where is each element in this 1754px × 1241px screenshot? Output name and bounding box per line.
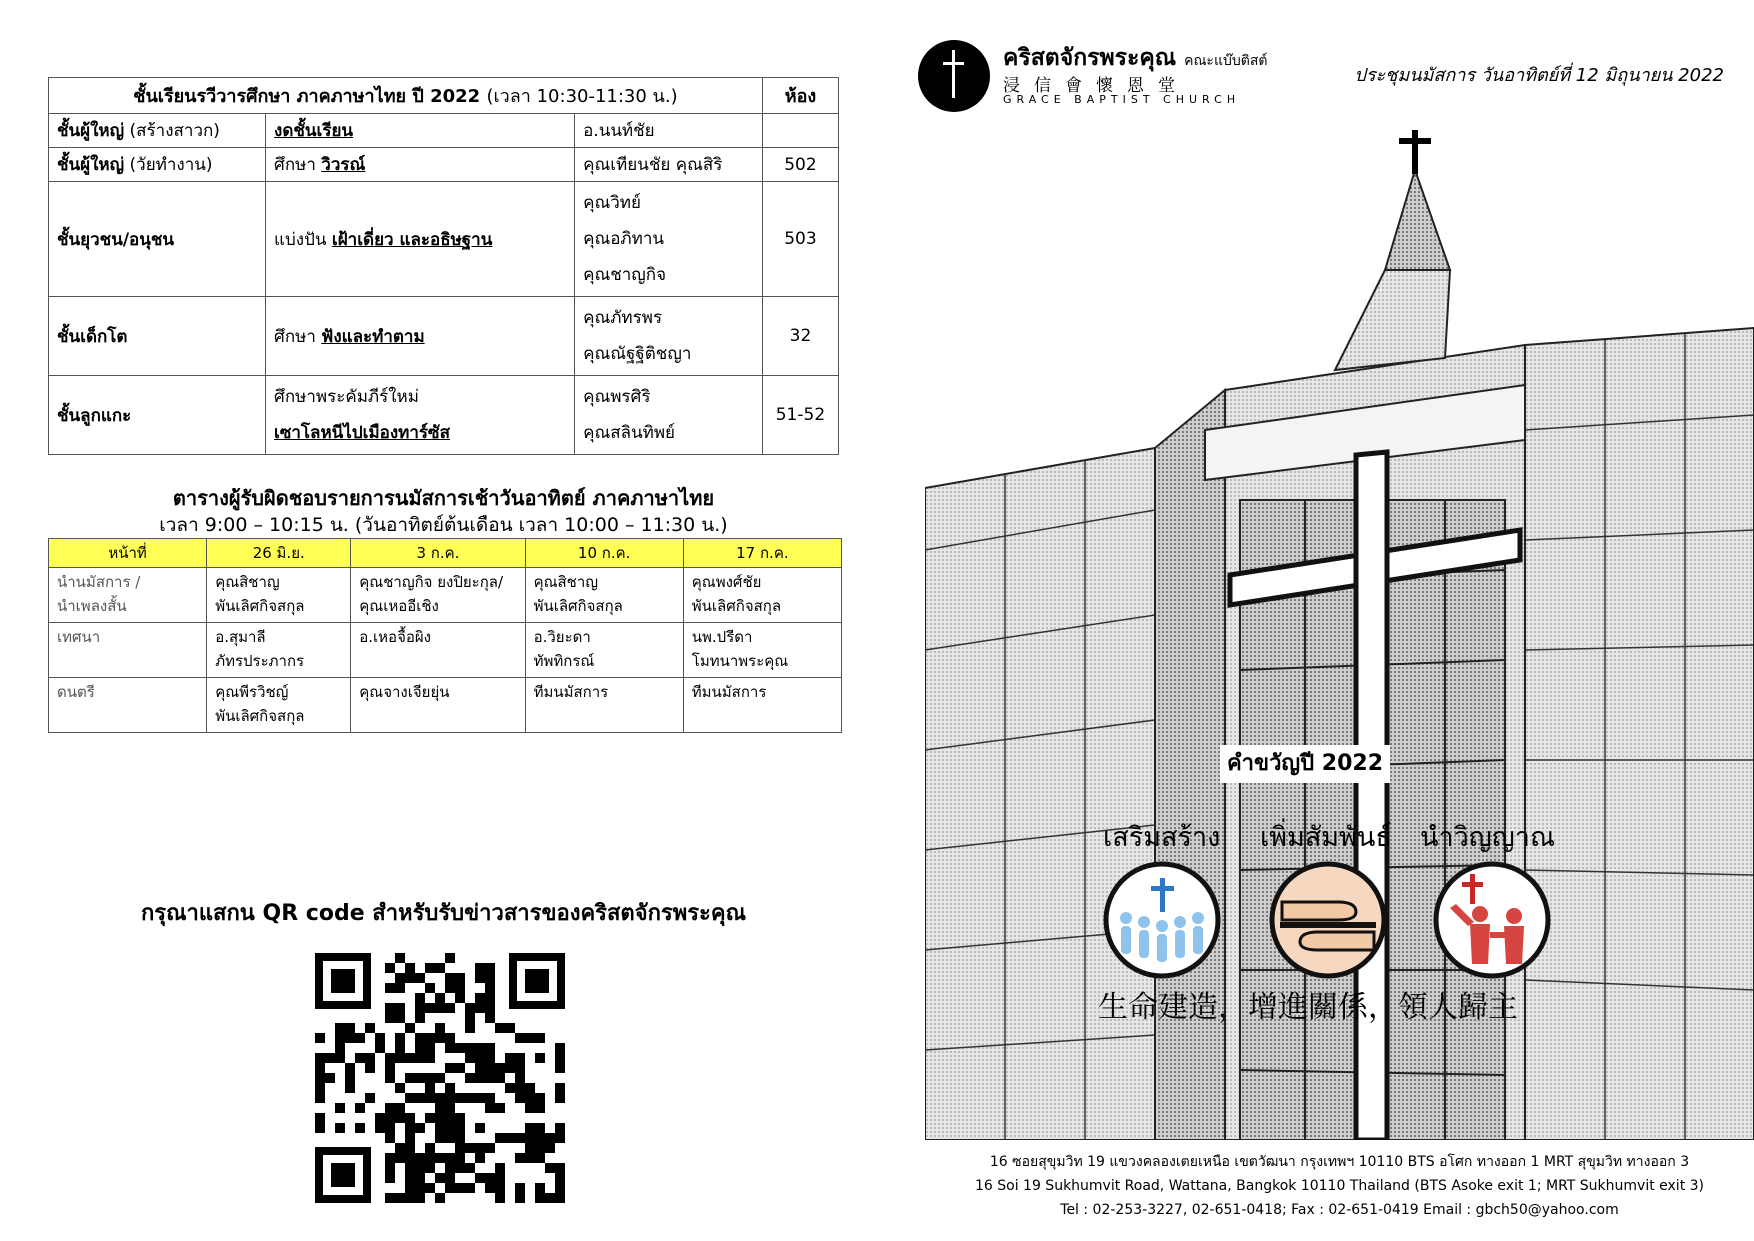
class-name-cell xyxy=(49,148,266,182)
teacher-cell xyxy=(575,182,763,297)
duty-name: นพ.ปรีดา xyxy=(691,628,753,646)
table-row xyxy=(49,182,839,297)
teacher-name: คุณพรศิริ xyxy=(583,387,651,407)
teacher-cell: อ.นนท์ชัย xyxy=(575,114,763,148)
duty-header: หน้าที่ xyxy=(49,539,207,568)
table-row xyxy=(49,623,842,678)
duty-name: ทัพทิกรณ์ xyxy=(533,652,595,670)
congregation-icon xyxy=(1102,860,1222,980)
leading-souls-icon xyxy=(1432,860,1552,980)
qr-instruction: กรุณาแสกน QR code สำหรับรับข่าวสารของคริสตจักรพระคุณ xyxy=(140,901,747,926)
duty-name: คุณสิชาญ xyxy=(533,573,599,591)
room-header: ห้อง xyxy=(762,78,838,114)
duty-cell xyxy=(683,678,841,733)
class-name-cell: ชั้นลูกแกะ xyxy=(49,376,266,455)
duty-cell xyxy=(207,623,351,678)
address-english: 16 Soi 19 Sukhumvit Road, Wattana, Bangkok 10110 Thailand (BTS Asoke exit 1; MRT Sukhumvit exit 3) xyxy=(974,1178,1704,1194)
table-row xyxy=(49,148,839,182)
table-row xyxy=(49,678,842,733)
duty-header: 10 ก.ค. xyxy=(525,539,683,568)
class-table-time: (เวลา 10:30-11:30 น.) xyxy=(486,86,678,107)
room-cell: 503 xyxy=(762,182,838,297)
duty-name: พันเลิศกิจสกุล xyxy=(533,597,623,615)
duty-roster-title: ตารางผู้รับผิดชอบรายการนมัสการเช้าวันอาทิตย์ ภาคภาษาไทย xyxy=(172,486,715,510)
duty-name: อ.เหอจื้อผิง xyxy=(359,628,431,646)
topic: ฟังและทำตาม xyxy=(321,326,425,347)
duty-name: พันเลิศกิจสกุล xyxy=(215,707,305,725)
contact-info: Tel : 02-253-3227, 02-651-0418; Fax : 02-651-0419 Email : gbch50@yahoo.com xyxy=(1060,1202,1619,1218)
class-name-cell: ชั้นเด็กโต xyxy=(49,297,266,376)
class-note: (สร้างสาวก) xyxy=(129,121,220,141)
room-cell: 51-52 xyxy=(762,376,838,455)
topic-cell xyxy=(266,182,575,297)
duty-header-row xyxy=(49,539,842,568)
role-line: ดนตรี xyxy=(57,683,95,701)
duty-name: คุณเหออีเชิง xyxy=(359,597,439,615)
class-name-cell xyxy=(49,114,266,148)
role-line: เทศนา xyxy=(57,628,101,646)
topic: เฝ้าเดี่ยว และอธิษฐาน xyxy=(331,229,493,250)
class-table-title xyxy=(49,78,763,114)
duty-cell xyxy=(351,568,525,623)
duty-roster-subtitle: เวลา 9:00 – 10:15 น. (วันอาทิตย์ต้นเดือน เวลา 10:00 – 11:30 น.) xyxy=(159,514,728,536)
motto-title: คำขวัญปี 2022 xyxy=(1220,745,1390,783)
duty-name: พันเลิศกิจสกุล xyxy=(215,597,305,615)
class-name: ชั้นผู้ใหญ่ xyxy=(57,155,125,175)
class-note: (วัยทำงาน) xyxy=(129,155,213,175)
teacher-name: คุณอภิทาน xyxy=(583,229,665,249)
teacher-cell xyxy=(575,297,763,376)
motto-word: นำวิญญาณ xyxy=(1420,822,1555,853)
duty-header: 26 มิ.ย. xyxy=(207,539,351,568)
duty-header: 3 ก.ค. xyxy=(351,539,525,568)
duty-cell xyxy=(525,678,683,733)
topic-prefix: แบ่งปัน xyxy=(274,229,327,250)
table-row xyxy=(49,376,839,455)
duty-name: พันเลิศกิจสกุล xyxy=(691,597,782,615)
room-cell: 32 xyxy=(762,297,838,376)
duty-cell xyxy=(525,623,683,678)
table-row xyxy=(49,297,839,376)
role-line: นำเพลงสั้น xyxy=(57,597,127,615)
topic: เซาโลหนีไปเมืองทาร์ซัส xyxy=(274,423,450,443)
motto-word: เพิ่มสัมพันธ์ xyxy=(1260,822,1392,853)
duty-name: ภัทรประภากร xyxy=(215,652,305,670)
topic: วิวรณ์ xyxy=(321,155,366,175)
church-logo-icon xyxy=(918,40,990,112)
duty-name: อ.วิยะดา xyxy=(533,628,591,646)
duty-cell xyxy=(683,623,841,678)
duty-role-cell xyxy=(49,568,207,623)
handshake-icon xyxy=(1268,860,1388,980)
qr-code[interactable] xyxy=(315,953,565,1203)
class-name: ชั้นผู้ใหญ่ xyxy=(57,121,125,141)
teacher-name: คุณภัทรพร xyxy=(583,308,663,328)
table-row xyxy=(49,568,842,623)
duty-role-cell xyxy=(49,678,207,733)
topic-cell xyxy=(266,297,575,376)
duty-name: โมทนาพระคุณ xyxy=(691,652,789,670)
church-name-thai-text: คริสตจักรพระคุณ xyxy=(1003,45,1177,71)
sunday-school-table xyxy=(48,77,839,455)
teacher-name: คุณชาญกิจ xyxy=(583,265,667,285)
topic: งดชั้นเรียน xyxy=(274,121,354,141)
duty-cell xyxy=(525,568,683,623)
church-address xyxy=(925,1150,1754,1222)
church-denomination: คณะแบ๊บติสต์ xyxy=(1184,53,1268,69)
service-date: ประชุมนมัสการ วันอาทิตย์ที่ 12 มิถุนายน 2022 xyxy=(1354,65,1724,86)
duty-name: อ.สุมาลี xyxy=(215,628,266,646)
class-name-cell: ชั้นยุวชน/อนุชน xyxy=(49,182,266,297)
teacher-cell: คุณเทียนชัย คุณสิริ xyxy=(575,148,763,182)
topic-prefix: ศึกษาพระคัมภีร์ใหม่ xyxy=(274,387,419,407)
duty-header: 17 ก.ค. xyxy=(683,539,841,568)
teacher-name: คุณวิทย์ xyxy=(583,193,641,213)
duty-cell xyxy=(351,678,525,733)
teacher-name: คุณณัฐฐิติชญา xyxy=(583,344,692,364)
duty-name: คุณจางเจียยุ่น xyxy=(359,683,450,701)
topic-prefix: ศึกษา xyxy=(274,326,316,347)
duty-roster-table xyxy=(48,538,842,733)
duty-cell xyxy=(351,623,525,678)
duty-role-cell xyxy=(49,623,207,678)
topic-cell xyxy=(266,114,575,148)
role-line: นำนมัสการ / xyxy=(57,573,141,591)
topic-cell xyxy=(266,148,575,182)
duty-name: คุณพงศ์ชัย xyxy=(691,573,762,591)
class-table-title-text: ชั้นเรียนรวีวารศึกษา ภาคภาษาไทย ปี 2022 xyxy=(133,86,481,107)
motto-chinese: 生命建造，增進關係，領人歸主 xyxy=(1098,990,1518,1025)
church-name-english: GRACE BAPTIST CHURCH xyxy=(1003,93,1241,106)
topic-cell xyxy=(266,376,575,455)
duty-name: ทีมนมัสการ xyxy=(533,683,609,701)
room-cell: 502 xyxy=(762,148,838,182)
teacher-name: คุณสลินทิพย์ xyxy=(583,423,676,443)
church-name-chinese: 浸信會懷恩堂 xyxy=(1003,76,1189,96)
duty-cell xyxy=(207,568,351,623)
duty-name: คุณพีรวิชญ์ xyxy=(215,683,289,701)
address-thai: 16 ซอยสุขุมวิท 19 แขวงคลองเตยเหนือ เขตวัฒนา กรุงเทพฯ 10110 BTS อโศก ทางออก 1 MRT สุขุมวิท ทางออก 3 xyxy=(989,1154,1690,1170)
topic-prefix: ศึกษา xyxy=(274,155,316,175)
duty-cell xyxy=(683,568,841,623)
duty-cell xyxy=(207,678,351,733)
duty-name: คุณสิชาญ xyxy=(215,573,280,591)
duty-name: คุณชาญกิจ ยงปิยะกุล/ xyxy=(359,573,504,591)
teacher-cell xyxy=(575,376,763,455)
table-row xyxy=(49,114,839,148)
motto-word: เสริมสร้าง xyxy=(1103,822,1221,853)
duty-name: ทีมนมัสการ xyxy=(691,683,767,701)
table-header-row xyxy=(49,78,839,114)
room-cell xyxy=(762,114,838,148)
